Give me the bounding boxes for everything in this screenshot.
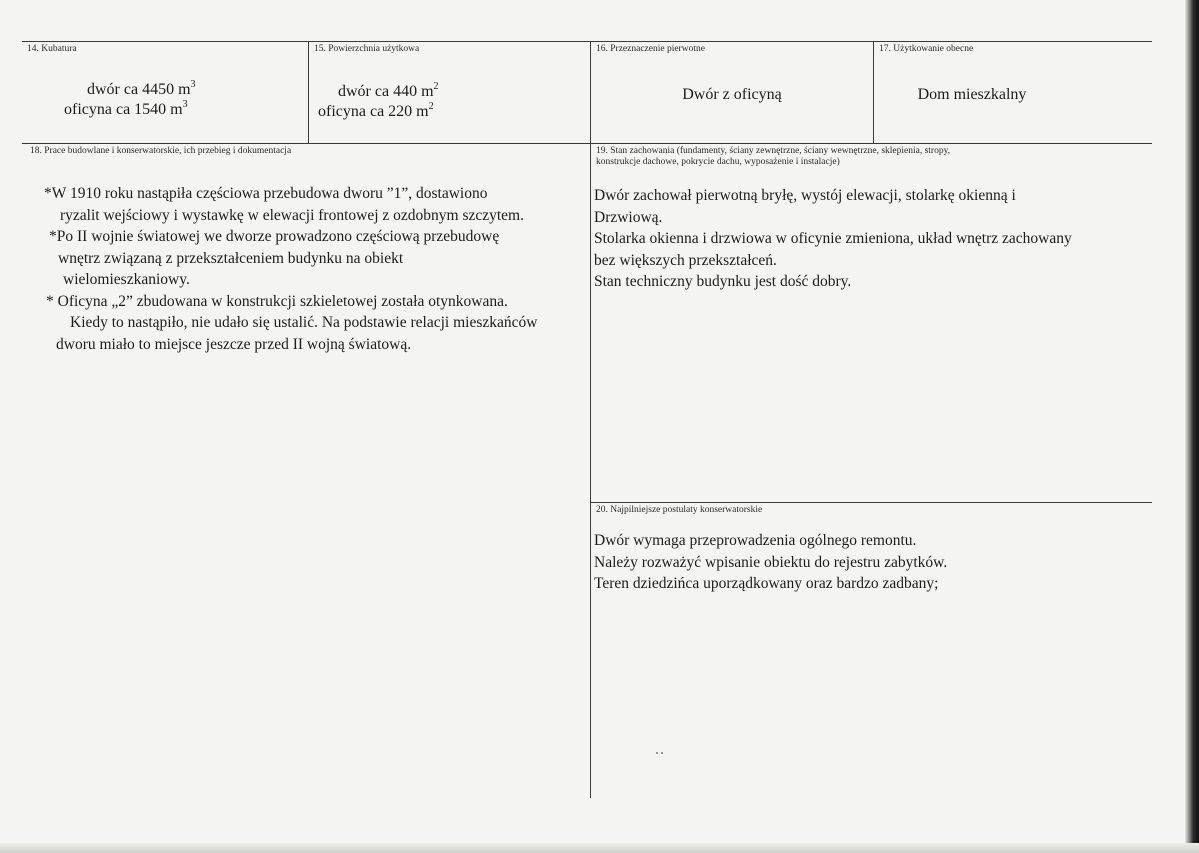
- field-19-line: Stolarka okienna i drzwiowa w oficynie zmieniona, układ wnętrz zachowany: [594, 230, 1072, 247]
- table-line-row2: [590, 502, 1152, 503]
- field-18-line: Kiedy to nastąpiło, nie udało się ustalić. Na podstawie relacji mieszkańców: [70, 314, 538, 331]
- field-16-label: 16. Przeznaczenie pierwotne: [596, 44, 705, 54]
- field-19-line: Drzwiową.: [594, 208, 663, 226]
- field-15-line2-sup: 2: [428, 101, 434, 112]
- field-14-line2-text: oficyna ca 1540 m: [64, 101, 183, 118]
- field-14-line1-text: dwór ca 4450 m: [87, 81, 191, 98]
- field-14-label: 14. Kubatura: [27, 44, 77, 54]
- table-line-row1: [22, 143, 1152, 144]
- field-18-line: * Oficyna „2” zbudowana w konstrukcji szkieletowej została otynkowana.: [46, 292, 508, 310]
- field-17-label: 17. Użytkowanie obecne: [879, 44, 974, 54]
- field-19-line: Dwór zachował pierwotną bryłę, wystój elewacji, stolarkę okienną i: [594, 187, 1016, 204]
- field-14-line1-sup: 3: [190, 79, 196, 90]
- field-19-line: Stan techniczny budynku jest dość dobry.: [594, 273, 852, 290]
- table-line-v1: [308, 41, 309, 143]
- field-18-line: ryzalit wejściowy i wystawkę w elewacji frontowej z ozdobnym szczytem.: [60, 206, 524, 224]
- field-14-line2-sup: 3: [182, 99, 188, 110]
- field-20-text: [594, 530, 947, 595]
- field-19-label-line2: konstrukcje dachowe, pokrycie dachu, wyposażenie i instalacje): [596, 157, 840, 167]
- field-18-label: 18. Prace budowlane i konserwatorskie, ich przebieg i dokumentacja: [30, 146, 292, 156]
- field-20-label: 20. Najpilniejsze postulaty konserwatorskie: [596, 505, 763, 515]
- field-15-line1-text: dwór ca 440 m: [338, 83, 434, 100]
- field-18-text: [44, 183, 537, 355]
- field-19-label-line1: 19. Stan zachowania (fundamenty, ściany zewnętrzne, ściany wewnętrzne, sklepienia, stropy,: [596, 146, 951, 156]
- field-19-label: [596, 146, 950, 168]
- field-18-line: wnętrz związaną z przekształceniem budynku na obiekt: [58, 249, 404, 267]
- field-20-line: Dwór wymaga przeprowadzenia ogólnego remontu.: [594, 532, 917, 549]
- table-line-v2: [590, 41, 591, 798]
- field-18-line: *W 1910 roku nastąpiła częściowa przebudowa dworu ”1”, dostawiono: [44, 185, 488, 202]
- field-15-line1: [338, 82, 439, 102]
- field-14-line2: [64, 100, 188, 120]
- field-20-line: Należy rozważyć wpisanie obiektu do rejestru zabytków.: [594, 553, 948, 571]
- field-17-value: Dom mieszkalny: [917, 86, 1027, 103]
- field-15-line2: [318, 102, 434, 122]
- field-15-line2-text: oficyna ca 220 m: [318, 103, 429, 120]
- field-20-line: Teren dziedzińca uporządkowany oraz bardzo zadbany;: [594, 575, 939, 592]
- field-19-text: [594, 185, 1072, 293]
- field-15-label: 15. Powierzchnia użytkowa: [314, 44, 420, 54]
- field-18-line: *Po II wojnie światowej we dworze prowadzono częściową przebudowę: [49, 228, 500, 245]
- field-15-line1-sup: 2: [433, 81, 439, 92]
- field-16-value: Dwór z oficyną: [682, 86, 782, 103]
- scan-speck: [661, 752, 663, 754]
- scan-speck: [656, 752, 658, 754]
- field-18-line: wielomieszkaniowy.: [63, 271, 190, 288]
- field-19-line: bez większych przekształceń.: [594, 251, 777, 269]
- scan-edge-bottom: [0, 843, 1199, 853]
- field-18-line: dworu miało to miejsce jeszcze przed II wojną światową.: [56, 335, 412, 353]
- field-14-line1: [87, 80, 196, 100]
- table-line-top: [22, 41, 1152, 42]
- scan-edge-right: [1185, 0, 1199, 853]
